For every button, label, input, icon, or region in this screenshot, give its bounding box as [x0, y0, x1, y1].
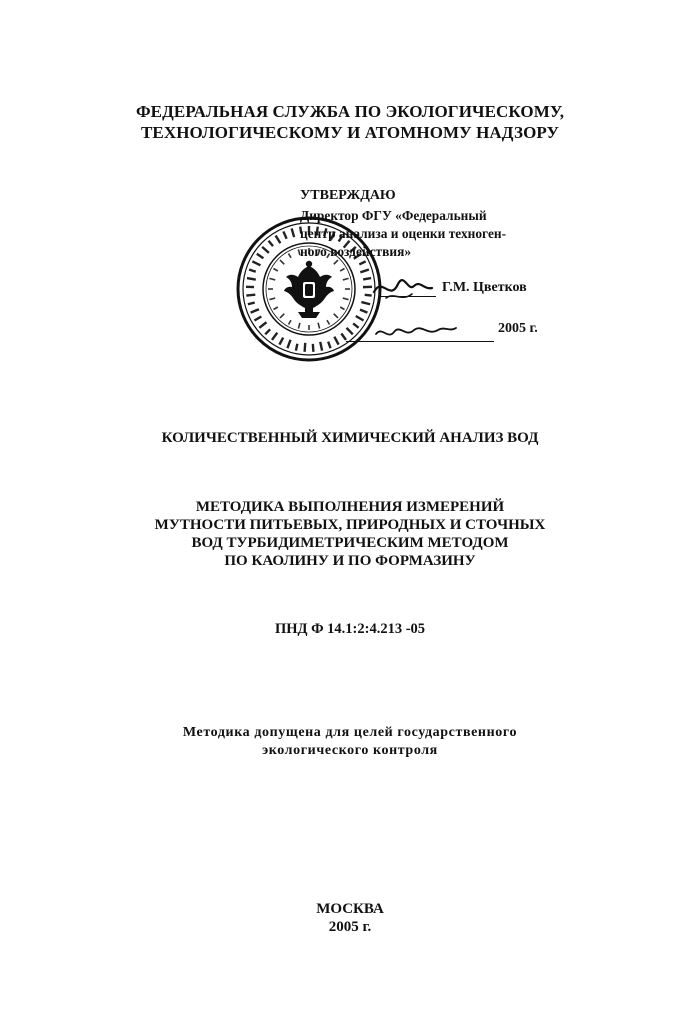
signature-rule	[380, 296, 436, 297]
signatory-name: Г.М. Цветков	[442, 280, 527, 295]
method-title-line-3: ВОД ТУРБИДИМЕТРИЧЕСКИМ МЕТОДОМ	[191, 535, 509, 551]
agency-line-2: ТЕХНОЛОГИЧЕСКОМУ И АТОМНОМУ НАДЗОРУ	[140, 122, 560, 142]
document-code: ПНД Ф 14.1:2:4.213 -05	[274, 621, 426, 637]
city-name: МОСКВА	[316, 901, 384, 917]
publication-year: 2005 г.	[328, 919, 372, 936]
method-title	[0, 498, 700, 570]
approve-word: УТВЕРЖДАЮ	[300, 188, 396, 203]
approval-note-line-1: Методика допущена для целей государственного	[182, 725, 518, 740]
date-rule	[346, 341, 494, 342]
method-title-line-4: ПО КАОЛИНУ И ПО ФОРМАЗИНУ	[224, 553, 476, 569]
agency-header	[0, 102, 700, 143]
method-title-line-2: МУТНОСТИ ПИТЬЕВЫХ, ПРИРОДНЫХ И СТОЧНЫХ	[154, 517, 546, 533]
handwritten-signature-icon	[368, 262, 458, 362]
eagle-emblem-icon	[284, 261, 334, 318]
approval-note	[0, 724, 700, 760]
approval-year: 2005 г.	[498, 321, 538, 336]
director-line-1: Директор ФГУ «Федеральный	[300, 208, 487, 224]
method-title-line-1: МЕТОДИКА ВЫПОЛНЕНИЯ ИЗМЕРЕНИЙ	[195, 499, 505, 515]
approval-block	[300, 186, 570, 262]
agency-line-1: ФЕДЕРАЛЬНАЯ СЛУЖБА ПО ЭКОЛОГИЧЕСКОМУ,	[135, 102, 565, 121]
publication-place	[0, 900, 700, 937]
director-line-2: центр анализа и оценки техноген-	[300, 226, 507, 242]
section-title: КОЛИЧЕСТВЕННЫЙ ХИМИЧЕСКИЙ АНАЛИЗ ВОД	[161, 430, 539, 446]
approval-note-line-2: экологического контроля	[262, 743, 438, 759]
director-line-3: ного воздействия»	[300, 244, 412, 260]
